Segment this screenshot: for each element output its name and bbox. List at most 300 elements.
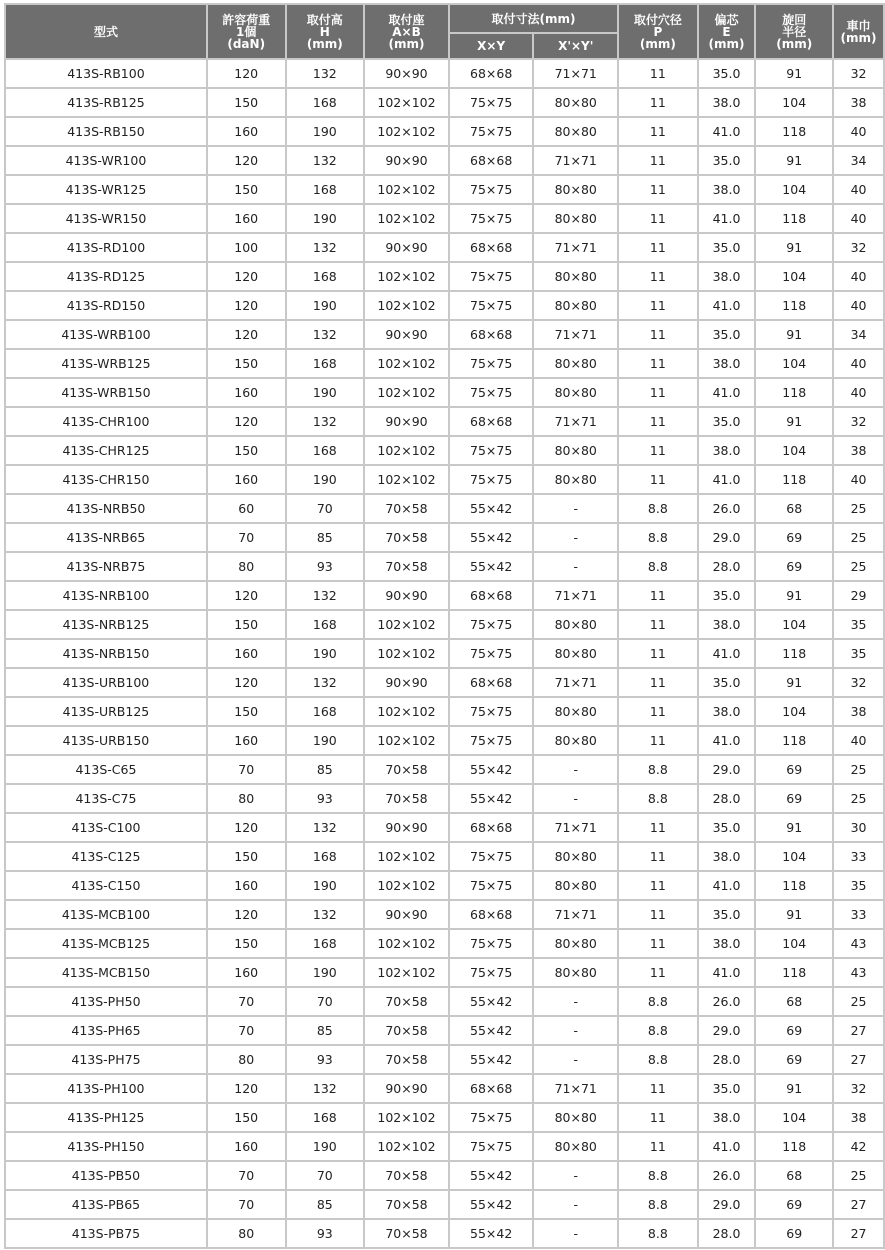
cell-hole: 11 <box>619 698 697 725</box>
cell-hole: 11 <box>619 611 697 638</box>
cell-model: 413S-MCB150 <box>6 959 206 986</box>
cell-hole: 11 <box>619 1133 697 1160</box>
cell-xy: 55×42 <box>450 1220 533 1247</box>
cell-hole: 11 <box>619 321 697 348</box>
table-row <box>6 495 883 522</box>
cell-xy: 75×75 <box>450 89 533 116</box>
table-row <box>6 292 883 319</box>
cell-height: 190 <box>287 959 364 986</box>
cell-xy: 75×75 <box>450 118 533 145</box>
cell-xy2: - <box>534 524 617 551</box>
cell-radius: 69 <box>756 1046 832 1073</box>
cell-xy: 68×68 <box>450 147 533 174</box>
cell-load: 70 <box>208 756 285 783</box>
cell-offset: 29.0 <box>699 1191 755 1218</box>
table-row <box>6 756 883 783</box>
cell-model: 413S-CHR100 <box>6 408 206 435</box>
cell-offset: 29.0 <box>699 1017 755 1044</box>
cell-wheel-width: 40 <box>834 727 883 754</box>
table-row <box>6 814 883 841</box>
cell-wheel-width: 30 <box>834 814 883 841</box>
cell-xy: 55×42 <box>450 1017 533 1044</box>
cell-seat: 70×58 <box>365 553 448 580</box>
table-row <box>6 379 883 406</box>
cell-model: 413S-NRB75 <box>6 553 206 580</box>
table-row <box>6 930 883 957</box>
spec-table-container <box>4 3 885 1249</box>
cell-model: 413S-WR100 <box>6 147 206 174</box>
cell-height: 70 <box>287 495 364 522</box>
cell-offset: 41.0 <box>699 466 755 493</box>
cell-model: 413S-PH100 <box>6 1075 206 1102</box>
cell-offset: 41.0 <box>699 118 755 145</box>
cell-offset: 41.0 <box>699 872 755 899</box>
header-offset-line1: 偏芯 <box>714 12 739 27</box>
cell-seat: 90×90 <box>365 321 448 348</box>
table-row <box>6 901 883 928</box>
cell-model: 413S-PB50 <box>6 1162 206 1189</box>
cell-load: 70 <box>208 988 285 1015</box>
cell-wheel-width: 32 <box>834 408 883 435</box>
cell-load: 120 <box>208 147 285 174</box>
spec-table-body <box>6 60 883 1247</box>
cell-model: 413S-PH125 <box>6 1104 206 1131</box>
cell-hole: 11 <box>619 118 697 145</box>
cell-xy2: - <box>534 1046 617 1073</box>
cell-height: 70 <box>287 1162 364 1189</box>
cell-offset: 38.0 <box>699 930 755 957</box>
cell-xy2: 80×80 <box>534 118 617 145</box>
cell-load: 120 <box>208 60 285 87</box>
cell-seat: 102×102 <box>365 1104 448 1131</box>
cell-radius: 118 <box>756 205 832 232</box>
cell-offset: 41.0 <box>699 379 755 406</box>
cell-height: 190 <box>287 640 364 667</box>
cell-radius: 69 <box>756 785 832 812</box>
cell-wheel-width: 34 <box>834 147 883 174</box>
cell-hole: 11 <box>619 263 697 290</box>
cell-xy2: 80×80 <box>534 959 617 986</box>
cell-height: 190 <box>287 379 364 406</box>
cell-radius: 118 <box>756 118 832 145</box>
cell-seat: 90×90 <box>365 234 448 261</box>
cell-offset: 41.0 <box>699 959 755 986</box>
cell-wheel-width: 40 <box>834 205 883 232</box>
cell-radius: 68 <box>756 988 832 1015</box>
cell-height: 168 <box>287 176 364 203</box>
table-row <box>6 988 883 1015</box>
cell-offset: 28.0 <box>699 1046 755 1073</box>
cell-height: 190 <box>287 1133 364 1160</box>
cell-offset: 41.0 <box>699 205 755 232</box>
cell-xy2: - <box>534 495 617 522</box>
cell-hole: 8.8 <box>619 1220 697 1247</box>
table-row <box>6 698 883 725</box>
table-row <box>6 1046 883 1073</box>
cell-xy: 68×68 <box>450 814 533 841</box>
cell-height: 190 <box>287 292 364 319</box>
cell-xy2: - <box>534 1162 617 1189</box>
header-wheel-width-line2: (mm) <box>840 30 877 45</box>
table-row <box>6 1220 883 1247</box>
cell-radius: 104 <box>756 930 832 957</box>
cell-xy2: 80×80 <box>534 437 617 464</box>
cell-offset: 35.0 <box>699 321 755 348</box>
cell-xy2: - <box>534 988 617 1015</box>
cell-seat: 90×90 <box>365 60 448 87</box>
table-row <box>6 1162 883 1189</box>
cell-xy: 75×75 <box>450 640 533 667</box>
cell-wheel-width: 32 <box>834 669 883 696</box>
header-hole-line2: P <box>653 24 663 39</box>
header-offset-line3: (mm) <box>708 36 745 51</box>
cell-wheel-width: 27 <box>834 1220 883 1247</box>
table-row <box>6 1017 883 1044</box>
cell-seat: 102×102 <box>365 930 448 957</box>
cell-model: 413S-WRB100 <box>6 321 206 348</box>
cell-xy: 75×75 <box>450 1104 533 1131</box>
cell-model: 413S-NRB65 <box>6 524 206 551</box>
cell-load: 160 <box>208 466 285 493</box>
cell-wheel-width: 43 <box>834 959 883 986</box>
cell-height: 132 <box>287 901 364 928</box>
cell-offset: 35.0 <box>699 582 755 609</box>
cell-hole: 11 <box>619 466 697 493</box>
cell-xy2: 71×71 <box>534 669 617 696</box>
cell-xy: 68×68 <box>450 669 533 696</box>
cell-xy: 68×68 <box>450 1075 533 1102</box>
cell-load: 120 <box>208 321 285 348</box>
cell-xy2: 80×80 <box>534 263 617 290</box>
cell-seat: 102×102 <box>365 205 448 232</box>
cell-radius: 118 <box>756 727 832 754</box>
cell-hole: 8.8 <box>619 1162 697 1189</box>
header-model: 型式 <box>6 5 206 58</box>
cell-seat: 102×102 <box>365 843 448 870</box>
cell-seat: 102×102 <box>365 698 448 725</box>
table-row <box>6 263 883 290</box>
cell-wheel-width: 40 <box>834 350 883 377</box>
cell-hole: 8.8 <box>619 1191 697 1218</box>
cell-wheel-width: 33 <box>834 901 883 928</box>
cell-seat: 90×90 <box>365 1075 448 1102</box>
cell-load: 80 <box>208 1046 285 1073</box>
header-load-line3: (daN) <box>227 36 266 51</box>
cell-xy: 68×68 <box>450 60 533 87</box>
cell-wheel-width: 38 <box>834 1104 883 1131</box>
cell-wheel-width: 29 <box>834 582 883 609</box>
cell-height: 168 <box>287 437 364 464</box>
cell-xy2: 71×71 <box>534 814 617 841</box>
cell-load: 100 <box>208 234 285 261</box>
cell-xy: 68×68 <box>450 234 533 261</box>
cell-wheel-width: 38 <box>834 698 883 725</box>
cell-wheel-width: 27 <box>834 1191 883 1218</box>
cell-xy: 68×68 <box>450 582 533 609</box>
cell-height: 168 <box>287 930 364 957</box>
cell-xy2: 80×80 <box>534 1133 617 1160</box>
cell-wheel-width: 40 <box>834 379 883 406</box>
cell-model: 413S-WRB150 <box>6 379 206 406</box>
cell-load: 70 <box>208 1017 285 1044</box>
cell-wheel-width: 25 <box>834 553 883 580</box>
table-row <box>6 785 883 812</box>
cell-hole: 11 <box>619 379 697 406</box>
header-wheel-width <box>834 5 883 58</box>
cell-seat: 102×102 <box>365 437 448 464</box>
cell-radius: 118 <box>756 1133 832 1160</box>
cell-model: 413S-URB150 <box>6 727 206 754</box>
cell-radius: 104 <box>756 843 832 870</box>
cell-load: 70 <box>208 1162 285 1189</box>
cell-load: 120 <box>208 669 285 696</box>
cell-offset: 35.0 <box>699 1075 755 1102</box>
cell-xy2: - <box>534 553 617 580</box>
cell-load: 160 <box>208 205 285 232</box>
cell-seat: 102×102 <box>365 263 448 290</box>
cell-xy: 75×75 <box>450 727 533 754</box>
cell-xy2: 71×71 <box>534 901 617 928</box>
cell-hole: 11 <box>619 176 697 203</box>
cell-xy2: - <box>534 1220 617 1247</box>
cell-load: 150 <box>208 843 285 870</box>
cell-seat: 90×90 <box>365 814 448 841</box>
cell-seat: 102×102 <box>365 1133 448 1160</box>
cell-seat: 70×58 <box>365 785 448 812</box>
cell-load: 150 <box>208 350 285 377</box>
cell-load: 70 <box>208 1191 285 1218</box>
cell-height: 85 <box>287 1191 364 1218</box>
cell-seat: 90×90 <box>365 669 448 696</box>
header-hole-line3: (mm) <box>639 36 676 51</box>
header-seat-line2: A×B <box>392 24 421 39</box>
cell-offset: 35.0 <box>699 669 755 696</box>
cell-xy: 55×42 <box>450 988 533 1015</box>
cell-seat: 70×58 <box>365 1162 448 1189</box>
table-row <box>6 843 883 870</box>
cell-seat: 102×102 <box>365 959 448 986</box>
cell-xy2: 71×71 <box>534 408 617 435</box>
cell-load: 80 <box>208 785 285 812</box>
cell-seat: 102×102 <box>365 466 448 493</box>
cell-wheel-width: 35 <box>834 640 883 667</box>
header-offset-line2: E <box>722 24 731 39</box>
cell-xy: 55×42 <box>450 1162 533 1189</box>
cell-wheel-width: 25 <box>834 756 883 783</box>
cell-height: 168 <box>287 89 364 116</box>
cell-radius: 91 <box>756 408 832 435</box>
cell-seat: 70×58 <box>365 1046 448 1073</box>
header-radius-line2: 半径 <box>782 24 807 39</box>
cell-model: 413S-WR150 <box>6 205 206 232</box>
cell-xy: 68×68 <box>450 321 533 348</box>
cell-height: 132 <box>287 669 364 696</box>
cell-load: 150 <box>208 89 285 116</box>
cell-xy2: 80×80 <box>534 466 617 493</box>
header-height-line2: H <box>319 24 330 39</box>
cell-height: 93 <box>287 1220 364 1247</box>
cell-xy: 75×75 <box>450 930 533 957</box>
cell-radius: 91 <box>756 1075 832 1102</box>
cell-xy: 55×42 <box>450 553 533 580</box>
cell-hole: 11 <box>619 1075 697 1102</box>
cell-height: 93 <box>287 1046 364 1073</box>
table-row <box>6 524 883 551</box>
cell-hole: 11 <box>619 147 697 174</box>
cell-offset: 38.0 <box>699 698 755 725</box>
table-row <box>6 553 883 580</box>
cell-load: 160 <box>208 118 285 145</box>
table-row <box>6 727 883 754</box>
cell-offset: 29.0 <box>699 524 755 551</box>
cell-model: 413S-C150 <box>6 872 206 899</box>
cell-hole: 11 <box>619 640 697 667</box>
cell-radius: 69 <box>756 1017 832 1044</box>
cell-xy2: 80×80 <box>534 176 617 203</box>
cell-wheel-width: 34 <box>834 321 883 348</box>
cell-radius: 91 <box>756 234 832 261</box>
cell-hole: 8.8 <box>619 756 697 783</box>
cell-height: 132 <box>287 234 364 261</box>
cell-height: 132 <box>287 321 364 348</box>
cell-xy: 75×75 <box>450 205 533 232</box>
cell-load: 160 <box>208 640 285 667</box>
cell-height: 70 <box>287 988 364 1015</box>
cell-radius: 104 <box>756 437 832 464</box>
cell-model: 413S-WR125 <box>6 176 206 203</box>
cell-wheel-width: 33 <box>834 843 883 870</box>
cell-xy: 75×75 <box>450 379 533 406</box>
cell-offset: 41.0 <box>699 640 755 667</box>
cell-radius: 104 <box>756 350 832 377</box>
cell-radius: 69 <box>756 553 832 580</box>
cell-height: 190 <box>287 118 364 145</box>
cell-offset: 38.0 <box>699 176 755 203</box>
cell-wheel-width: 35 <box>834 611 883 638</box>
cell-xy: 75×75 <box>450 292 533 319</box>
cell-wheel-width: 32 <box>834 60 883 87</box>
cell-load: 120 <box>208 1075 285 1102</box>
cell-wheel-width: 25 <box>834 495 883 522</box>
cell-height: 85 <box>287 1017 364 1044</box>
cell-radius: 69 <box>756 756 832 783</box>
cell-hole: 11 <box>619 60 697 87</box>
cell-seat: 90×90 <box>365 901 448 928</box>
cell-seat: 70×58 <box>365 1017 448 1044</box>
cell-seat: 90×90 <box>365 147 448 174</box>
cell-offset: 35.0 <box>699 60 755 87</box>
cell-xy: 75×75 <box>450 176 533 203</box>
cell-seat: 102×102 <box>365 292 448 319</box>
cell-offset: 41.0 <box>699 1133 755 1160</box>
cell-wheel-width: 25 <box>834 988 883 1015</box>
cell-seat: 102×102 <box>365 379 448 406</box>
cell-xy2: 71×71 <box>534 147 617 174</box>
cell-seat: 70×58 <box>365 1220 448 1247</box>
cell-radius: 68 <box>756 495 832 522</box>
cell-radius: 91 <box>756 901 832 928</box>
cell-seat: 70×58 <box>365 988 448 1015</box>
cell-offset: 26.0 <box>699 1162 755 1189</box>
cell-xy2: 80×80 <box>534 872 617 899</box>
cell-model: 413S-CHR150 <box>6 466 206 493</box>
cell-offset: 28.0 <box>699 785 755 812</box>
cell-xy2: - <box>534 785 617 812</box>
cell-xy: 75×75 <box>450 611 533 638</box>
header-hole <box>619 5 697 58</box>
cell-seat: 70×58 <box>365 495 448 522</box>
cell-radius: 69 <box>756 524 832 551</box>
cell-model: 413S-PH50 <box>6 988 206 1015</box>
cell-xy2: 80×80 <box>534 205 617 232</box>
cell-offset: 35.0 <box>699 408 755 435</box>
cell-model: 413S-C75 <box>6 785 206 812</box>
header-seat <box>365 5 448 58</box>
cell-load: 120 <box>208 814 285 841</box>
cell-hole: 11 <box>619 350 697 377</box>
cell-xy2: - <box>534 1017 617 1044</box>
cell-offset: 35.0 <box>699 147 755 174</box>
cell-load: 150 <box>208 437 285 464</box>
cell-load: 160 <box>208 872 285 899</box>
cell-xy: 68×68 <box>450 408 533 435</box>
cell-load: 150 <box>208 1104 285 1131</box>
header-seat-line3: (mm) <box>388 36 425 51</box>
cell-xy: 55×42 <box>450 1046 533 1073</box>
cell-radius: 118 <box>756 292 832 319</box>
cell-offset: 28.0 <box>699 1220 755 1247</box>
cell-load: 120 <box>208 582 285 609</box>
cell-load: 150 <box>208 698 285 725</box>
cell-hole: 8.8 <box>619 988 697 1015</box>
header-load-line2: 1個 <box>236 24 257 39</box>
cell-model: 413S-URB100 <box>6 669 206 696</box>
cell-radius: 91 <box>756 582 832 609</box>
cell-height: 190 <box>287 205 364 232</box>
table-row <box>6 89 883 116</box>
cell-xy: 75×75 <box>450 843 533 870</box>
cell-hole: 11 <box>619 437 697 464</box>
cell-hole: 8.8 <box>619 1017 697 1044</box>
cell-radius: 118 <box>756 466 832 493</box>
cell-load: 60 <box>208 495 285 522</box>
header-height-line1: 取付高 <box>306 12 343 27</box>
cell-wheel-width: 32 <box>834 1075 883 1102</box>
cell-model: 413S-PH150 <box>6 1133 206 1160</box>
cell-height: 168 <box>287 263 364 290</box>
cell-wheel-width: 32 <box>834 234 883 261</box>
cell-wheel-width: 27 <box>834 1017 883 1044</box>
cell-radius: 104 <box>756 611 832 638</box>
cell-height: 132 <box>287 408 364 435</box>
cell-load: 150 <box>208 611 285 638</box>
table-row <box>6 872 883 899</box>
cell-load: 160 <box>208 1133 285 1160</box>
cell-radius: 118 <box>756 959 832 986</box>
cell-radius: 104 <box>756 263 832 290</box>
cell-radius: 69 <box>756 1220 832 1247</box>
cell-offset: 38.0 <box>699 263 755 290</box>
cell-load: 150 <box>208 930 285 957</box>
cell-offset: 35.0 <box>699 814 755 841</box>
cell-seat: 102×102 <box>365 118 448 145</box>
cell-xy: 55×42 <box>450 495 533 522</box>
cell-load: 80 <box>208 553 285 580</box>
cell-load: 160 <box>208 959 285 986</box>
cell-height: 85 <box>287 524 364 551</box>
table-row <box>6 350 883 377</box>
cell-model: 413S-PH65 <box>6 1017 206 1044</box>
